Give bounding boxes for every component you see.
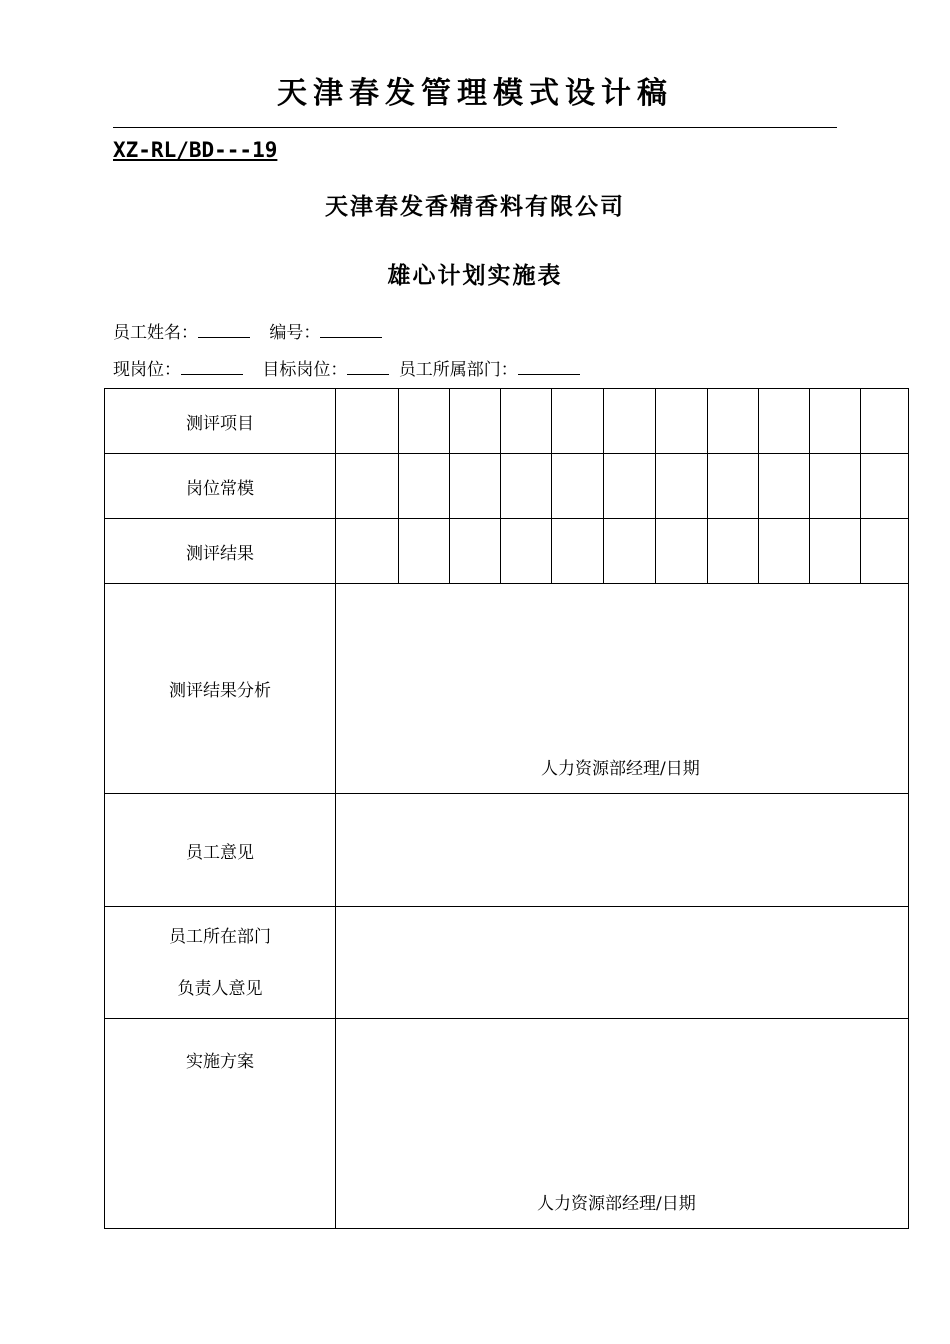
- info-line-2: [113, 355, 590, 380]
- hr-manager-signature-label: 人力资源部经理/日期: [541, 759, 700, 779]
- target-position-label: 目标岗位：: [262, 360, 348, 380]
- department-field[interactable]: [518, 356, 580, 375]
- employee-opinion-label: 员工意见: [105, 794, 336, 907]
- eval-items-label: 测评项目: [105, 389, 336, 454]
- hr-manager-signature-label: 人力资源部经理/日期: [537, 1194, 696, 1214]
- grid-cell[interactable]: [336, 519, 399, 584]
- grid-cell[interactable]: [708, 519, 759, 584]
- form-title: 雄心计划实施表: [387, 263, 563, 289]
- grid-cell[interactable]: [552, 454, 604, 519]
- grid-cell[interactable]: [861, 454, 909, 519]
- table-row-dept-head-opinion: [105, 907, 909, 1019]
- plan-table: [104, 388, 909, 1229]
- grid-cell[interactable]: [810, 454, 861, 519]
- table-row-eval-results: [105, 519, 909, 584]
- results-analysis-label: 测评结果分析: [105, 584, 336, 794]
- implementation-plan-label: 实施方案: [105, 1019, 336, 1229]
- table-row-eval-items: [105, 389, 909, 454]
- number-field[interactable]: [320, 319, 382, 338]
- header-divider: [113, 127, 837, 128]
- current-position-label: 现岗位：: [113, 360, 181, 380]
- grid-cell[interactable]: [810, 389, 861, 454]
- grid-cell[interactable]: [759, 454, 810, 519]
- document-header-title: 天津春发管理模式设计稿: [277, 76, 673, 111]
- grid-cell[interactable]: [552, 389, 604, 454]
- department-label: 员工所属部门：: [398, 360, 518, 380]
- grid-cell[interactable]: [656, 389, 708, 454]
- grid-cell[interactable]: [604, 454, 656, 519]
- table-row-results-analysis: [105, 584, 909, 794]
- grid-cell[interactable]: [656, 519, 708, 584]
- employee-name-field[interactable]: [198, 319, 250, 338]
- employee-opinion-cell[interactable]: [336, 794, 909, 907]
- grid-cell[interactable]: [552, 519, 604, 584]
- table-row-position-norm: [105, 454, 909, 519]
- grid-cell[interactable]: [810, 519, 861, 584]
- dept-head-opinion-label-line2: 负责人意见: [177, 978, 263, 999]
- info-line-1: [113, 318, 392, 343]
- employee-name-label: 员工姓名：: [113, 323, 198, 343]
- grid-cell[interactable]: [708, 389, 759, 454]
- table-row-employee-opinion: [105, 794, 909, 907]
- grid-cell[interactable]: [861, 389, 909, 454]
- dept-head-opinion-cell[interactable]: [336, 907, 909, 1019]
- grid-cell[interactable]: [336, 454, 399, 519]
- grid-cell[interactable]: [336, 389, 399, 454]
- results-analysis-cell[interactable]: [336, 584, 909, 794]
- eval-results-label: 测评结果: [105, 519, 336, 584]
- grid-cell[interactable]: [759, 389, 810, 454]
- grid-cell[interactable]: [501, 389, 552, 454]
- grid-cell[interactable]: [656, 454, 708, 519]
- grid-cell[interactable]: [604, 519, 656, 584]
- number-label: 编号：: [269, 323, 321, 343]
- target-position-field[interactable]: [347, 356, 389, 375]
- grid-cell[interactable]: [501, 454, 552, 519]
- table-row-implementation-plan: [105, 1019, 909, 1229]
- document-code: XZ-RL/BD---19: [113, 138, 278, 162]
- grid-cell[interactable]: [399, 389, 450, 454]
- dept-head-opinion-label-line1: 员工所在部门: [169, 926, 271, 947]
- grid-cell[interactable]: [450, 389, 501, 454]
- position-norm-label: 岗位常模: [105, 454, 336, 519]
- grid-cell[interactable]: [501, 519, 552, 584]
- current-position-field[interactable]: [181, 356, 243, 375]
- grid-cell[interactable]: [450, 454, 501, 519]
- grid-cell[interactable]: [450, 519, 501, 584]
- company-name: 天津春发香精香料有限公司: [325, 194, 625, 220]
- grid-cell[interactable]: [399, 454, 450, 519]
- implementation-plan-cell[interactable]: [336, 1019, 909, 1229]
- dept-head-opinion-label: [105, 907, 336, 1019]
- grid-cell[interactable]: [399, 519, 450, 584]
- grid-cell[interactable]: [759, 519, 810, 584]
- grid-cell[interactable]: [861, 519, 909, 584]
- grid-cell[interactable]: [604, 389, 656, 454]
- grid-cell[interactable]: [708, 454, 759, 519]
